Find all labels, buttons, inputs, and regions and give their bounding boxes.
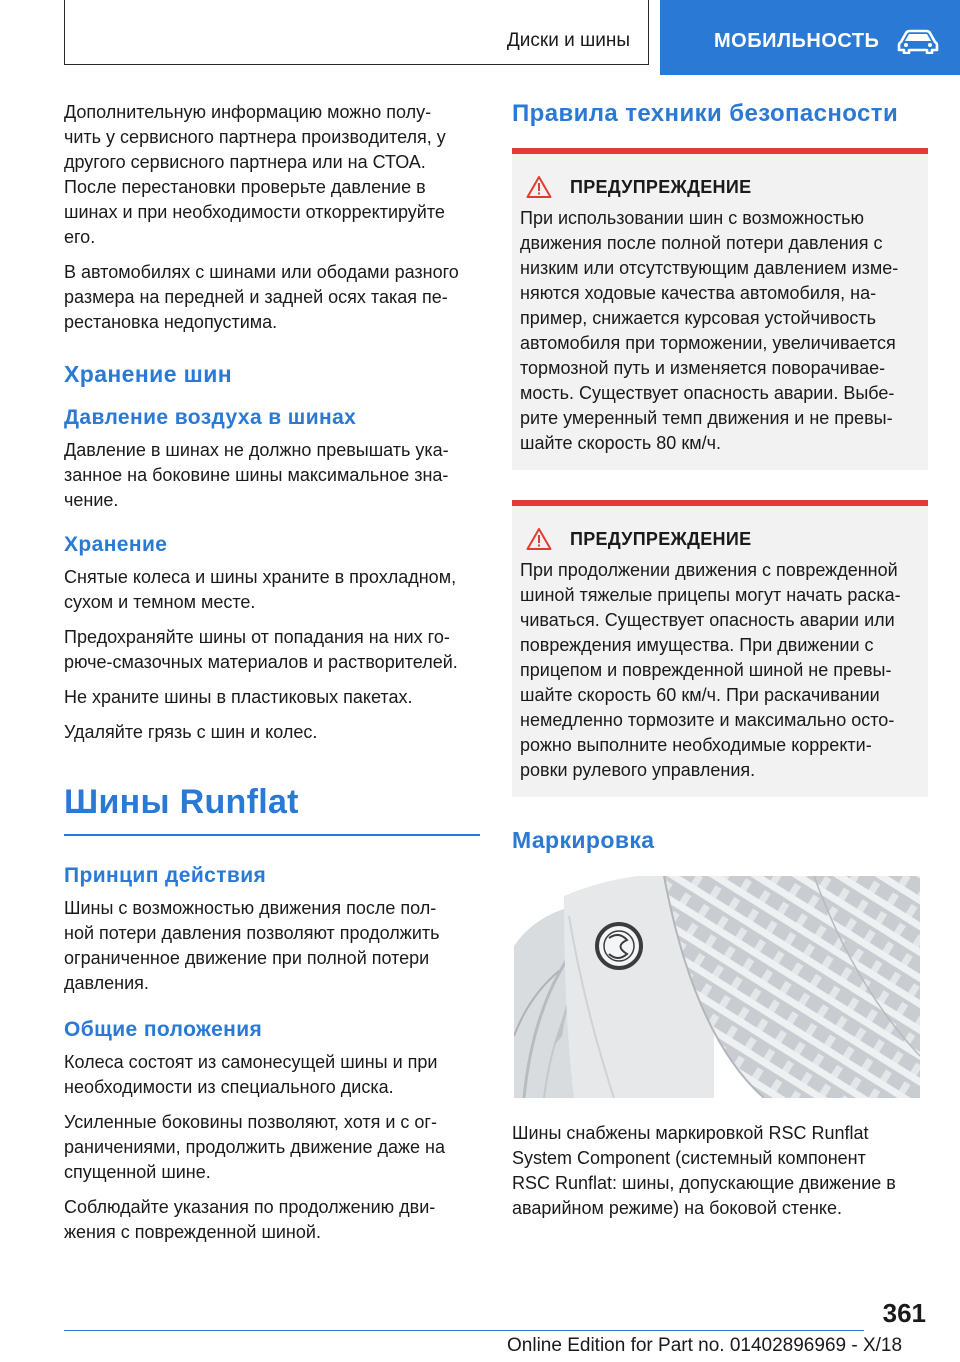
warning-title: ПРЕДУПРЕЖДЕНИЕ bbox=[570, 528, 752, 549]
section-title: Диски и шины bbox=[506, 30, 630, 51]
paragraph-pressure: Давление в шинах не должно превышать ука- занное на боковине шины максимальное зна- чение. bbox=[64, 440, 449, 510]
marking-caption: Шины снабжены маркировкой RSC Runflat System Component (системный компонент RSC Runflat: шины, допускающие движение в аварийном режиме) на боковой стенке. bbox=[512, 1123, 896, 1218]
heading-tire-storage: Хранение шин bbox=[64, 361, 233, 387]
paragraph-different-sizes: В автомобилях с шинами или ободами разного размера на передней и задней осях такая пе- рестановка недопустима. bbox=[64, 262, 459, 332]
heading-marking: Маркировка bbox=[512, 827, 655, 853]
footer-divider bbox=[64, 1330, 864, 1331]
warning-triangle-icon bbox=[526, 175, 552, 199]
warning-text: При использовании шин с возможностью движения после полной потери давления с низким или отсутствующим давлением изме- няются ходовые качества автомобиля, на- пример, снижается курсовая устойчивость автомобиля при торможении, увеличивается тормозной путь и изменяется поворачивае- мость. Существует опасность аварии. Выбе- рите умеренный темп движения и не превы- шайте скорость 80 км/ч. bbox=[520, 208, 899, 453]
paragraph-protect: Предохраняйте шины от попадания на них го- рюче-смазочных материалов и растворителей. bbox=[64, 627, 458, 672]
left-column bbox=[64, 100, 480, 1255]
warning-title: ПРЕДУПРЕЖДЕНИЕ bbox=[570, 176, 752, 197]
warning-header bbox=[520, 174, 920, 200]
warning-header bbox=[520, 526, 920, 552]
runflat-divider bbox=[64, 834, 480, 836]
chapter-tab-label: МОБИЛЬНОСТЬ bbox=[714, 30, 880, 52]
heading-general: Общие положения bbox=[64, 1017, 263, 1041]
paragraph-partner: Дополнительную информацию можно полу- чить у сервисного партнера производителя, у другого сервисного партнера или на СТОА. После перестановки проверьте давление в шинах и при необходимости откорректируйте его. bbox=[64, 102, 446, 247]
heading-storage: Хранение bbox=[64, 533, 168, 556]
paragraph-dirt: Удаляйте грязь с шин и колес. bbox=[64, 722, 318, 742]
paragraph-follow-instructions: Соблюдайте указания по продолжению дви- жения с поврежденной шиной. bbox=[64, 1196, 436, 1242]
page-number: 361 bbox=[882, 1298, 926, 1328]
warning-box-trailer bbox=[512, 500, 928, 797]
warning-triangle-icon bbox=[526, 527, 552, 551]
footer-edition: Online Edition for Part no. 01402896969 - X/18 bbox=[507, 1335, 903, 1356]
right-column bbox=[512, 100, 928, 1231]
paragraph-wheels: Колеса состоят из самонесущей шины и при необходимости из специального диска. bbox=[64, 1051, 438, 1097]
car-icon bbox=[897, 28, 939, 54]
heading-tire-pressure: Давление воздуха в шинах bbox=[64, 406, 357, 429]
heading-principle: Принцип действия bbox=[64, 863, 267, 887]
warning-box-runflat bbox=[512, 148, 928, 470]
paragraph-principle: Шины с возможностью движения после пол- ной потери давления позволяют продолжить ограниченное движение при полной потери давления. bbox=[64, 897, 440, 993]
chapter-tab[interactable] bbox=[660, 0, 960, 75]
heading-runflat: Шины Runflat bbox=[64, 783, 299, 821]
warning-text: При продолжении движения с поврежденной шиной тяжелые прицепы могут начать раска- чиваться. Существует опасность аварии или повреждения имущества. При движении с прицепом и поврежденной шиной не превы- шайте скорость 60 км/ч. При раскачивании немедленно тормозите и максимально осто- рожно выполните необходимые корректи- ровки рулевого управления. bbox=[520, 560, 901, 780]
runflat-tire-illustration bbox=[514, 876, 920, 1098]
paragraph-sidewalls: Усиленные боковины позволяют, хотя и с ог- раничениями, продолжить движение даже на спущенной шине. bbox=[64, 1111, 445, 1182]
heading-safety: Правила техники безопасности bbox=[512, 100, 899, 127]
paragraph-storage-place: Снятые колеса и шины храните в прохладном, сухом и темном месте. bbox=[64, 567, 457, 612]
paragraph-plastic-bags: Не храните шины в пластиковых пакетах. bbox=[64, 687, 413, 707]
